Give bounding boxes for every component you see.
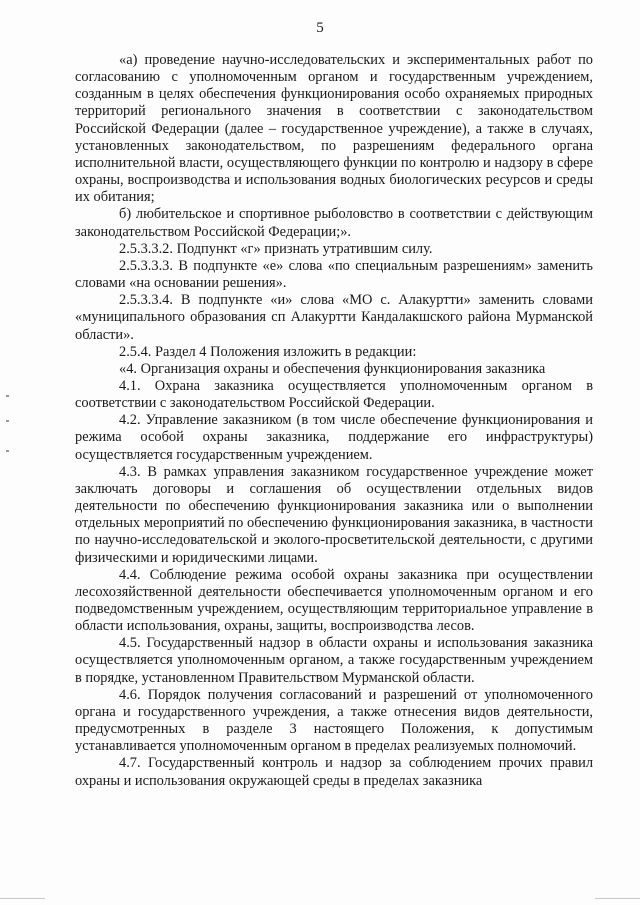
paragraph-a: «а) проведение научно-исследовательских и экспериментальных работ по согласованию с уполномоченным органом и государственным учреждением, созданным в целях обеспечения функционирования особо охраняемых природных территорий регионального значения в соответствии с законодательством Российской Федерации (далее – государственное учреждение), а также в случаях, установленных законодательством, по разрешениям федерального органа исполнительной власти, осуществляющего функции по контролю и надзору в сфере охраны, воспроизводства и использования водных биологических ресурсов и среды их обитания;: [75, 52, 593, 206]
paragraph-4-5: 4.5. Государственный надзор в области охраны и использования заказника осуществляется уполномоченным органом, а также государственным учреждением в порядке, установленном Правительством Мурманской области.: [75, 635, 593, 686]
section-heading-4: «4. Организация охраны и обеспечения функционирования заказника: [119, 360, 546, 377]
document-body: [75, 52, 593, 790]
paragraph-2-5-4: 2.5.4. Раздел 4 Положения изложить в редакции:: [119, 343, 417, 360]
paragraph-b: б) любительское и спортивное рыболовство в соответствии с действующим законодательством Российской Федерации;».: [75, 206, 593, 240]
scan-margin-mark: [6, 395, 9, 397]
scan-margin-mark: [6, 450, 9, 452]
paragraph-4-6: 4.6. Порядок получения согласований и разрешений от уполномоченного органа и государственного учреждения, а также отнесения видов деятельности, предусмотренных в разделе 3 настоящего Положения, к допустимым устанавливается уполномоченным органом в пределах реализуемых полномочий.: [75, 686, 593, 755]
paragraph-4-4: 4.4. Соблюдение режима особой охраны заказника при осуществлении лесохозяйственной деятельности обеспечивается уполномоченным органом и его подведомственным учреждением, осуществляющим территориальное управление в области использования, охраны, защиты, воспроизводства лесов.: [75, 566, 593, 635]
scan-edge-line: [0, 898, 45, 899]
scan-margin-mark: [6, 420, 9, 422]
paragraph-2-5-3-3-4: 2.5.3.3.4. В подпункте «и» слова «МО с. Алакуртти» заменить словами «муниципального образования сп Алакуртти Кандалакшского района Мурманской области».: [75, 292, 593, 343]
paragraph-4-2: 4.2. Управление заказником (в том числе обеспечение функционирования и режима особой охраны заказника, поддержание его инфраструктуры) осуществляется государственным учреждением.: [75, 412, 593, 463]
paragraph-4-3: 4.3. В рамках управления заказником государственное учреждение может заключать договоры и соглашения об осуществлении отдельных видов деятельности по обеспечению функционирования заказника или о выполнении отдельных мероприятий по обеспечению функционирования заказника, в частности по научно-исследовательской и эколого-просветительской деятельности, с другими физическими и юридическими лицами.: [75, 463, 593, 566]
scan-edge-line: [595, 898, 640, 899]
paragraph-2-5-3-3-3: 2.5.3.3.3. В подпункте «е» слова «по специальным разрешениям» заменить словами «на основании решения».: [75, 257, 593, 292]
paragraph-2-5-3-3-2: 2.5.3.3.2. Подпункт «г» признать утратившим силу.: [119, 240, 433, 257]
page-number: 5: [316, 20, 324, 36]
paragraph-4-7: 4.7. Государственный контроль и надзор за соблюдением прочих правил охраны и использования окружающей среды в пределах заказника: [75, 755, 593, 789]
paragraph-4-1: 4.1. Охрана заказника осуществляется уполномоченным органом в соответствии с законодательством Российской Федерации.: [75, 377, 593, 412]
